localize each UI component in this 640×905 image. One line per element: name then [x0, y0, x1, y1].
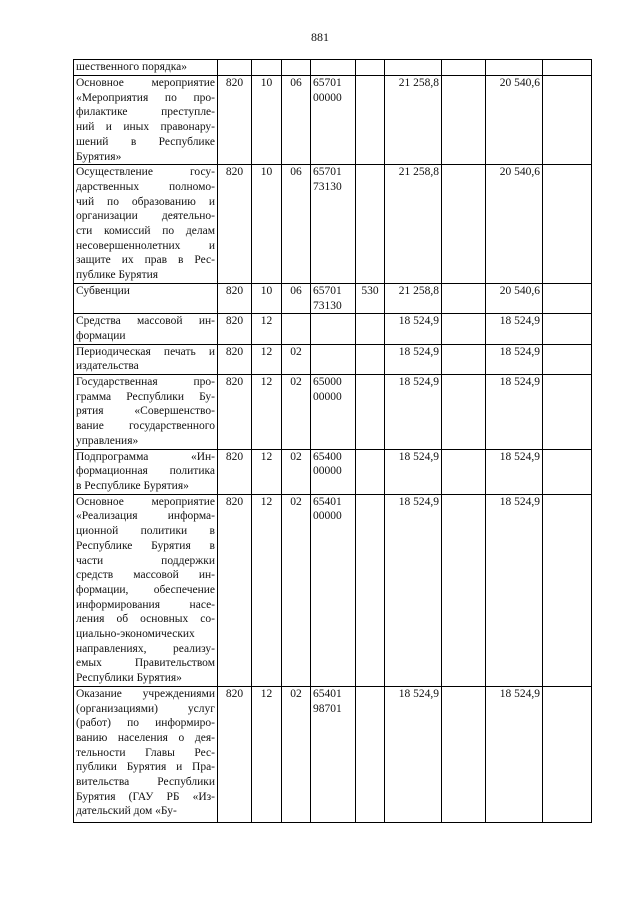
- row-name-line: ционной политики в: [76, 525, 215, 538]
- trailing-blank-cell: [543, 283, 592, 313]
- section-code-cell: [252, 60, 282, 76]
- table-row: [74, 494, 592, 686]
- table-row: [74, 344, 592, 374]
- blank-cell: [442, 165, 486, 284]
- table-row: [74, 76, 592, 165]
- row-name-line: Республике Бурятия в: [76, 539, 215, 552]
- trailing-blank-cell: [543, 76, 592, 165]
- row-name-line: публике Бурятия: [76, 269, 159, 282]
- target-article-part: 65401: [313, 495, 342, 508]
- subsection-code-cell: 06: [282, 165, 311, 284]
- subsection-code-cell: [282, 314, 311, 344]
- amount-cell-2: 18 524,9: [486, 344, 543, 374]
- grbs-code-cell: 820: [218, 165, 252, 284]
- amount-cell-1: 18 524,9: [385, 375, 442, 450]
- row-name-cell: [74, 494, 218, 686]
- row-name-line: Осуществление госу-: [76, 166, 215, 179]
- trailing-blank-cell: [543, 375, 592, 450]
- blank-cell: [442, 686, 486, 822]
- row-name-line: защите их прав в Рес-: [76, 254, 215, 267]
- table-row: [74, 60, 592, 76]
- target-article-part: 65401: [313, 687, 342, 700]
- trailing-blank-cell: [543, 314, 592, 344]
- expense-type-cell: [356, 375, 385, 450]
- blank-cell: [442, 494, 486, 686]
- row-name-line: Основное мероприятие: [76, 77, 215, 89]
- row-name-line: Основное мероприятие: [76, 495, 215, 508]
- row-name-line: в Республике Бурятия»: [76, 479, 189, 492]
- row-name-line: формации: [76, 329, 126, 342]
- row-name-line: ний и иных правонару-: [76, 121, 215, 134]
- row-name-line: управления»: [76, 434, 139, 447]
- row-name-cell: [74, 686, 218, 822]
- expense-type-cell: [356, 60, 385, 76]
- row-name-line: (организациями) услуг: [76, 702, 215, 715]
- target-article-part: 65701: [313, 166, 342, 179]
- row-name-cell: [74, 165, 218, 284]
- row-name-line: формационная политика: [76, 465, 215, 478]
- trailing-blank-cell: [543, 449, 592, 494]
- row-name-line: организации деятельно-: [76, 210, 215, 223]
- trailing-blank-cell: [543, 60, 592, 76]
- amount-cell-1: 18 524,9: [385, 449, 442, 494]
- row-name-line: тельности Главы Рес-: [76, 746, 215, 759]
- target-article-cell: [311, 60, 356, 76]
- row-name-line: дарственных полномо-: [76, 180, 215, 193]
- blank-cell: [442, 76, 486, 165]
- row-name-line: Бурятия (ГАУ РБ «Из-: [76, 790, 215, 803]
- row-name-line: «Реализация информа-: [76, 510, 215, 523]
- row-name-line: (работ) по информиро-: [76, 717, 215, 730]
- row-name-line: шественного порядка»: [76, 61, 188, 73]
- expense-type-cell: [356, 449, 385, 494]
- subsection-code-cell: 06: [282, 76, 311, 165]
- row-name-line: издательства: [76, 360, 139, 373]
- trailing-blank-cell: [543, 344, 592, 374]
- row-name-line: сти комиссий по делам: [76, 225, 215, 238]
- expense-type-cell: [356, 686, 385, 822]
- row-name-line: средств массовой ин-: [76, 569, 215, 582]
- row-name-cell: [74, 76, 218, 165]
- section-code-cell: 12: [252, 449, 282, 494]
- amount-cell-2: 18 524,9: [486, 314, 543, 344]
- amount-cell-1: 18 524,9: [385, 686, 442, 822]
- row-name-line: ванию населения о дея-: [76, 731, 215, 744]
- target-article-cell: [311, 494, 356, 686]
- section-code-cell: 10: [252, 283, 282, 313]
- row-name-line: «Мероприятия по про-: [76, 91, 215, 104]
- subsection-code-cell: [282, 60, 311, 76]
- blank-cell: [442, 60, 486, 76]
- amount-cell-1: 18 524,9: [385, 494, 442, 686]
- expense-type-cell: [356, 165, 385, 284]
- row-name-line: формации, обеспечение: [76, 583, 215, 596]
- target-article-cell: [311, 686, 356, 822]
- table-row: [74, 449, 592, 494]
- target-article-part: 00000: [313, 91, 342, 104]
- target-article-part: 65000: [313, 376, 342, 389]
- row-name-line: ления об основных со-: [76, 613, 215, 626]
- target-article-part: 00000: [313, 510, 342, 523]
- row-name-cell: [74, 375, 218, 450]
- amount-cell-2: 20 540,6: [486, 283, 543, 313]
- grbs-code-cell: 820: [218, 314, 252, 344]
- target-article-cell: [311, 314, 356, 344]
- subsection-code-cell: 06: [282, 283, 311, 313]
- row-name-cell: [74, 314, 218, 344]
- section-code-cell: 10: [252, 165, 282, 284]
- row-name-line: грамма Республики Бу-: [76, 390, 215, 403]
- blank-cell: [442, 375, 486, 450]
- target-article-part: 65400: [313, 450, 342, 463]
- budget-table: [73, 59, 592, 823]
- expense-type-cell: [356, 76, 385, 165]
- trailing-blank-cell: [543, 686, 592, 822]
- section-code-cell: 12: [252, 344, 282, 374]
- amount-cell-1: 18 524,9: [385, 344, 442, 374]
- grbs-code-cell: 820: [218, 494, 252, 686]
- section-code-cell: 12: [252, 375, 282, 450]
- blank-cell: [442, 344, 486, 374]
- row-name-line: чий по образованию и: [76, 195, 215, 208]
- row-name-line: Оказание учреждениями: [76, 687, 215, 700]
- amount-cell-2: 18 524,9: [486, 375, 543, 450]
- grbs-code-cell: 820: [218, 686, 252, 822]
- amount-cell-2: [486, 60, 543, 76]
- amount-cell-1: [385, 60, 442, 76]
- trailing-blank-cell: [543, 494, 592, 686]
- subsection-code-cell: 02: [282, 344, 311, 374]
- amount-cell-2: 18 524,9: [486, 449, 543, 494]
- row-name-cell: [74, 283, 218, 313]
- row-name-line: части поддержки: [76, 554, 215, 567]
- target-article-cell: [311, 344, 356, 374]
- row-name-line: Подпрограмма «Ин-: [76, 450, 215, 463]
- target-article-cell: [311, 375, 356, 450]
- amount-cell-1: 21 258,8: [385, 283, 442, 313]
- section-code-cell: 10: [252, 76, 282, 165]
- target-article-part: 73130: [313, 299, 342, 312]
- row-name-cell: [74, 344, 218, 374]
- target-article-cell: [311, 165, 356, 284]
- row-name-line: информирования насе-: [76, 598, 215, 611]
- row-name-line: направлениях, реализу-: [76, 642, 215, 655]
- target-article-part: 65701: [313, 77, 342, 89]
- row-name-line: циально-экономических: [76, 628, 195, 641]
- amount-cell-2: 18 524,9: [486, 686, 543, 822]
- row-name-line: несовершеннолетних и: [76, 239, 215, 252]
- target-article-part: 98701: [313, 702, 342, 715]
- amount-cell-1: 18 524,9: [385, 314, 442, 344]
- grbs-code-cell: 820: [218, 449, 252, 494]
- section-code-cell: 12: [252, 686, 282, 822]
- row-name-line: Периодическая печать и: [76, 345, 215, 358]
- grbs-code-cell: 820: [218, 375, 252, 450]
- target-article-cell: [311, 283, 356, 313]
- row-name-line: рятия «Совершенство-: [76, 405, 215, 418]
- grbs-code-cell: 820: [218, 76, 252, 165]
- blank-cell: [442, 314, 486, 344]
- amount-cell-2: 18 524,9: [486, 494, 543, 686]
- section-code-cell: 12: [252, 314, 282, 344]
- row-name-line: Республики Бурятия»: [76, 672, 182, 685]
- table-row: [74, 686, 592, 822]
- row-name-line: вание государственного: [76, 420, 215, 433]
- grbs-code-cell: 820: [218, 283, 252, 313]
- row-name-line: дательский дом «Бу-: [76, 805, 177, 818]
- target-article-part: 00000: [313, 390, 342, 403]
- row-name-line: филактике преступле-: [76, 106, 215, 119]
- expense-type-cell: [356, 314, 385, 344]
- amount-cell-1: 21 258,8: [385, 165, 442, 284]
- amount-cell-2: 20 540,6: [486, 76, 543, 165]
- amount-cell-1: 21 258,8: [385, 76, 442, 165]
- subsection-code-cell: 02: [282, 494, 311, 686]
- row-name-cell: [74, 60, 218, 76]
- table-row: [74, 375, 592, 450]
- row-name-line: Средства массовой ин-: [76, 315, 215, 328]
- table-row: [74, 165, 592, 284]
- expense-type-cell: [356, 344, 385, 374]
- table-row: [74, 314, 592, 344]
- target-article-part: 00000: [313, 465, 342, 478]
- row-name-line: емых Правительством: [76, 657, 215, 670]
- target-article-part: 65701: [313, 284, 342, 297]
- trailing-blank-cell: [543, 165, 592, 284]
- row-name-line: Субвенции: [76, 284, 130, 297]
- target-article-part: 73130: [313, 180, 342, 193]
- expense-type-cell: 530: [356, 283, 385, 313]
- row-name-cell: [74, 449, 218, 494]
- target-article-cell: [311, 76, 356, 165]
- amount-cell-2: 20 540,6: [486, 165, 543, 284]
- subsection-code-cell: 02: [282, 375, 311, 450]
- grbs-code-cell: 820: [218, 344, 252, 374]
- blank-cell: [442, 283, 486, 313]
- row-name-line: Бурятия»: [76, 150, 122, 163]
- row-name-line: шений в Республике: [76, 135, 215, 148]
- section-code-cell: 12: [252, 494, 282, 686]
- row-name-line: публики Бурятия и Пра-: [76, 761, 215, 774]
- row-name-line: вительства Республики: [76, 776, 215, 789]
- row-name-line: Государственная про-: [76, 376, 215, 389]
- blank-cell: [442, 449, 486, 494]
- table-row: [74, 283, 592, 313]
- expense-type-cell: [356, 494, 385, 686]
- subsection-code-cell: 02: [282, 686, 311, 822]
- target-article-cell: [311, 449, 356, 494]
- page-number: 881: [311, 30, 329, 44]
- grbs-code-cell: [218, 60, 252, 76]
- subsection-code-cell: 02: [282, 449, 311, 494]
